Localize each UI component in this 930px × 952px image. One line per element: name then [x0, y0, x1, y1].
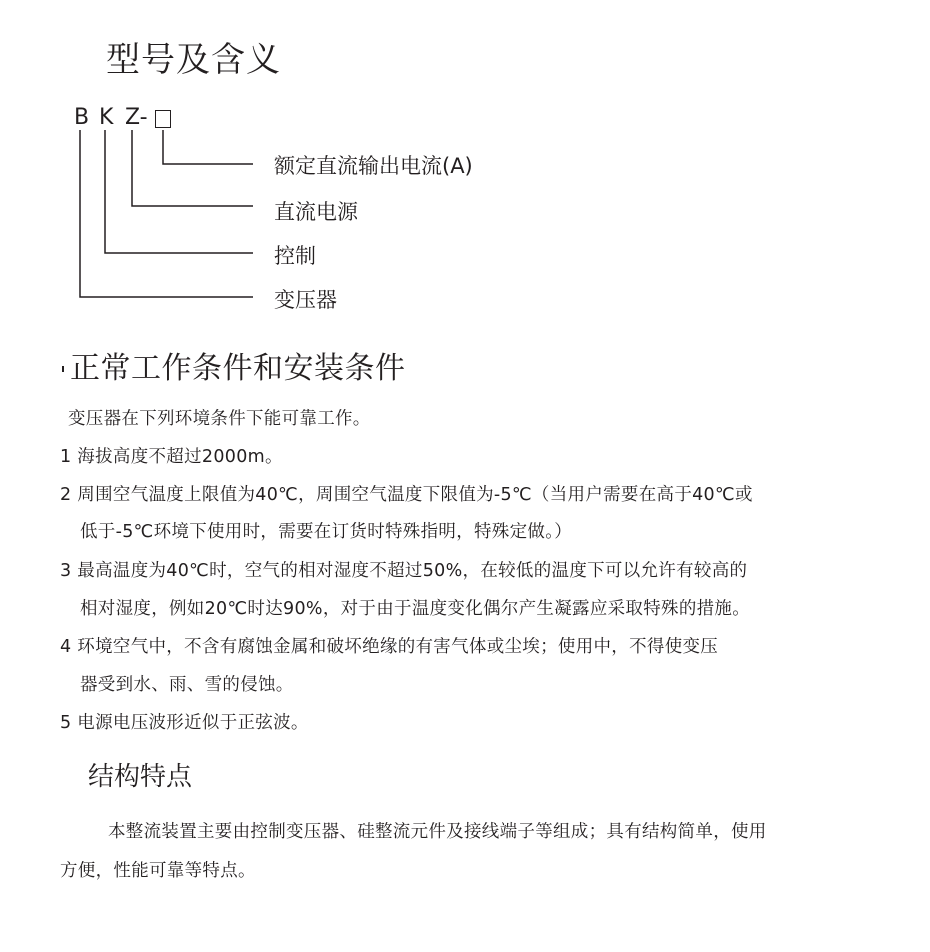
legend-control: 控制: [274, 244, 316, 268]
bracket-line-current: [163, 130, 253, 164]
legend-dc-power: 直流电源: [274, 200, 358, 224]
structure-line-2: 方便，性能可靠等特点。: [60, 861, 256, 881]
structure-section-title: 结构特点: [88, 762, 193, 792]
structure-line-1: 本整流装置主要由控制变压器、硅整流元件及接线端子等组成；具有结构简单，使用: [108, 822, 767, 842]
heading-marker: [62, 366, 64, 372]
condition-item-1: 1 海拔高度不超过2000m。: [60, 447, 283, 467]
legend-rated-current: 额定直流输出电流(A): [274, 154, 473, 178]
condition-item-3: 3 最高温度为40℃时，空气的相对湿度不超过50%，在较低的温度下可以允许有较高的: [60, 561, 748, 581]
condition-item-5: 5 电源电压波形近似于正弦波。: [60, 713, 309, 733]
code-letter-k: K: [99, 105, 114, 130]
condition-item-4-cont: 器受到水、雨、雪的侵蚀。: [80, 675, 294, 695]
legend-transformer: 变压器: [274, 288, 337, 312]
code-letter-z: Z-: [125, 105, 148, 130]
conditions-section-title: 正常工作条件和安装条件: [70, 351, 406, 386]
condition-item-2-cont: 低于-5℃环境下使用时，需要在订货时特殊指明，特殊定做。）: [80, 522, 573, 542]
bracket-line-control: [105, 130, 253, 253]
bracket-line-dc: [132, 130, 253, 206]
condition-item-2: 2 周围空气温度上限值为40℃，周围空气温度下限值为-5℃（当用户需要在高于40℃或: [60, 485, 753, 505]
conditions-intro: 变压器在下列环境条件下能可靠工作。: [68, 409, 371, 429]
condition-item-3-cont: 相对湿度，例如20℃时达90%，对于由于温度变化偶尔产生凝露应采取特殊的措施。: [80, 599, 751, 619]
bracket-line-transformer: [80, 130, 253, 297]
condition-item-4: 4 环境空气中，不含有腐蚀金属和破坏绝缘的有害气体或尘埃；使用中，不得使变压: [60, 637, 719, 657]
model-section-title: 型号及含义: [106, 40, 281, 80]
code-letter-b: B: [74, 105, 90, 130]
